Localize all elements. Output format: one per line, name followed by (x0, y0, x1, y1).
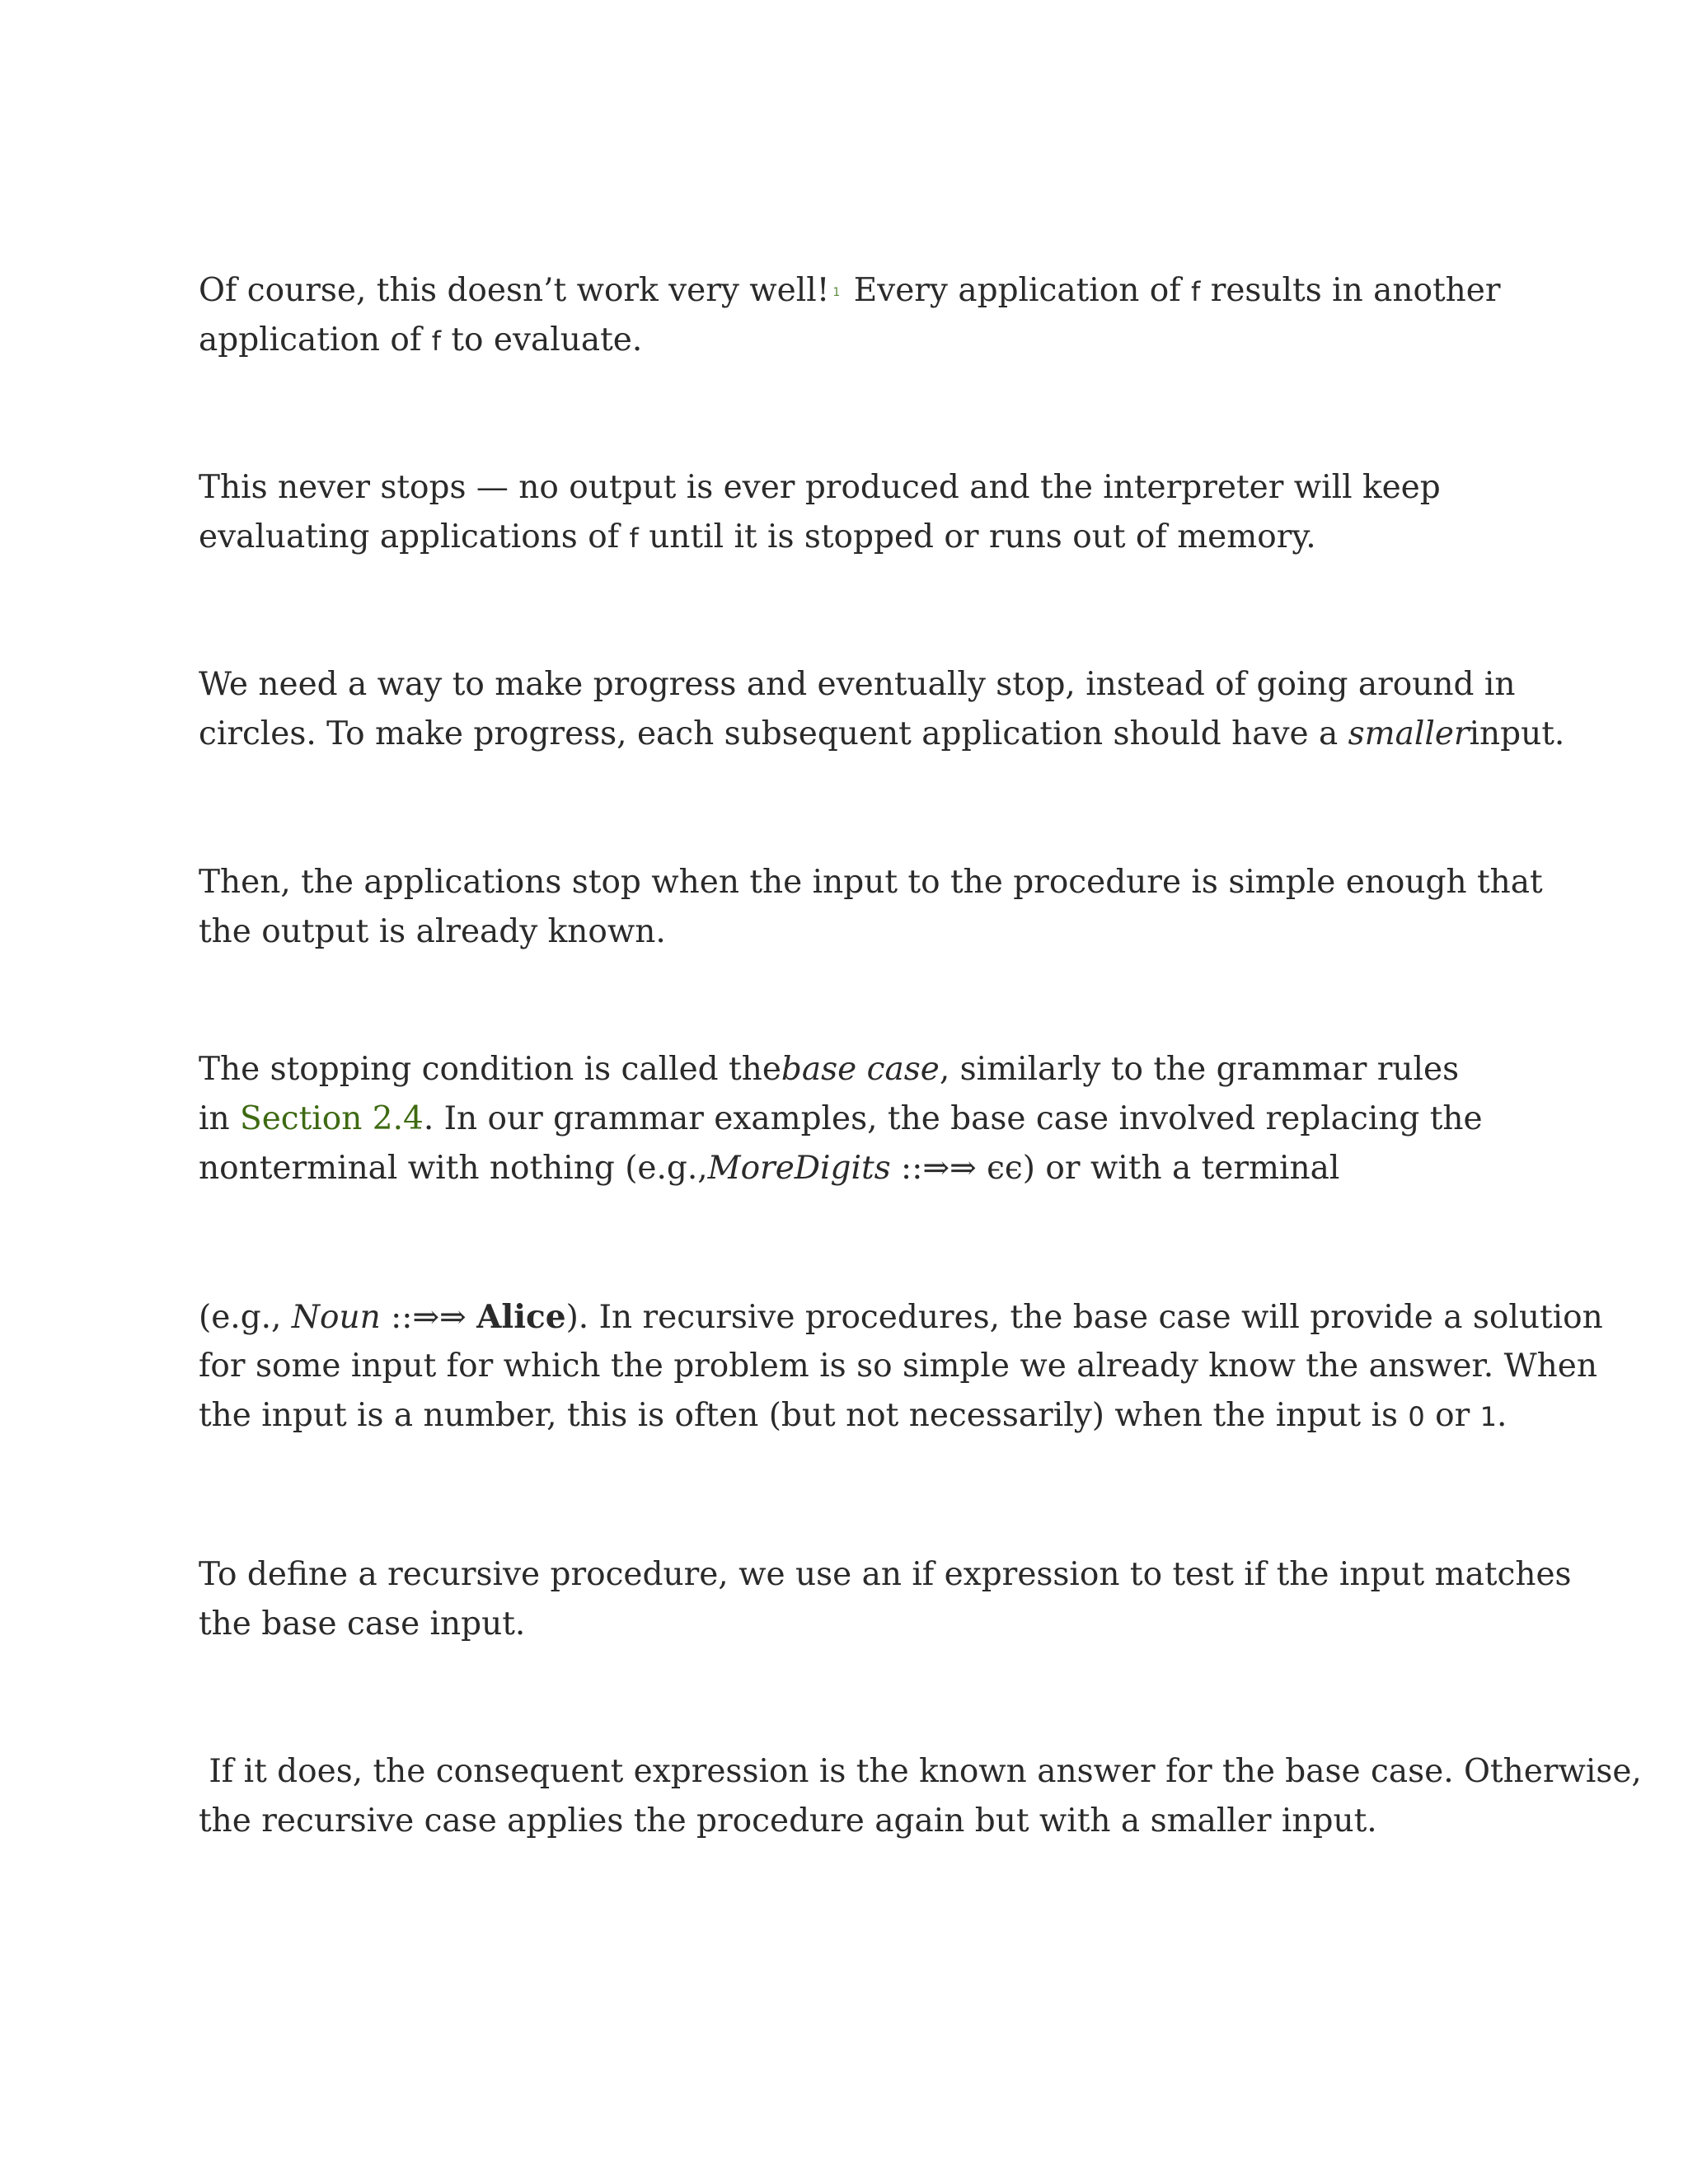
inline-code: 1 (1479, 1401, 1497, 1432)
paragraph-line (199, 1045, 1484, 1094)
inline-code: 0 (1408, 1401, 1425, 1432)
text: Every application of (843, 272, 1192, 309)
inline-code: f (1191, 276, 1201, 307)
paragraph-7 (199, 1550, 1572, 1649)
math-expression: ::⇒⇒ (380, 1299, 477, 1336)
text: application of (199, 321, 432, 359)
text: . (1497, 1397, 1507, 1434)
inline-code: f (629, 523, 639, 554)
paragraph-line: the output is already known. (199, 913, 666, 950)
text: input. (1469, 715, 1565, 752)
paragraph-line (199, 710, 1565, 759)
math-expression: ::⇒⇒ ϵϵ (890, 1150, 1023, 1187)
paragraph-line: If it does, the consequent expression is the known answer for the base case. Otherwise, (199, 1753, 1642, 1790)
text: nonterminal with nothing (e.g., (199, 1150, 708, 1187)
text: to evaluate. (440, 321, 643, 359)
text: the input is a number, this is often (but not necessarily) when the input is (199, 1397, 1409, 1434)
paragraph-line: To define a recursive procedure, we use an if expression to test if the input matches (199, 1556, 1572, 1593)
text: The stopping condition is called the (199, 1051, 781, 1088)
strong-text: Alice (476, 1298, 566, 1336)
text: circles. To make progress, each subsequent application should have a (199, 715, 1348, 752)
paragraph-6 (199, 1292, 1603, 1441)
paragraph-line (199, 316, 1484, 365)
paragraph-1 (199, 266, 1501, 365)
paragraph-line: for some input for which the problem is so simple we already know the answer. When (199, 1347, 1597, 1385)
paragraph-line (199, 1144, 1484, 1193)
emphasis: MoreDigits (707, 1150, 891, 1187)
paragraph-line: the base case input. (199, 1605, 526, 1643)
footnote-marker[interactable]: 1 (832, 286, 841, 299)
paragraph-5 (199, 1045, 1484, 1193)
text: , similarly to the grammar rules (939, 1051, 1460, 1088)
paragraph-8 (199, 1747, 1642, 1846)
text: . In our grammar examples, the base case involved replacing the (423, 1100, 1483, 1137)
paragraph-line: This never stops — no output is ever produced and the interpreter will keep (199, 469, 1441, 506)
text: in (199, 1100, 240, 1137)
paragraph-2 (199, 463, 1484, 562)
section-link[interactable]: Section 2.4 (240, 1100, 424, 1137)
text: or (1424, 1397, 1480, 1434)
emphasis: smaller (1348, 715, 1470, 752)
text: (e.g., (199, 1299, 292, 1336)
emphasis: Noun (291, 1299, 381, 1336)
paragraph-line (199, 1391, 1507, 1441)
text: ). In recursive procedures, the base case will provide a solution (565, 1299, 1603, 1336)
paragraph-line (199, 513, 1484, 562)
text: evaluating applications of (199, 518, 630, 555)
inline-code: f (431, 326, 441, 357)
paragraph-line: Then, the applications stop when the input to the procedure is simple enough that (199, 864, 1543, 901)
text: Of course, this doesn’t work very well! (199, 272, 830, 309)
paragraph-3 (199, 660, 1565, 759)
paragraph-line: the recursive case applies the procedure again but with a smaller input. (199, 1802, 1377, 1840)
emphasis: base case (781, 1051, 940, 1088)
paragraph-4 (199, 858, 1543, 957)
text: until it is stopped or runs out of memory. (638, 518, 1316, 555)
paragraph-line (199, 1094, 1484, 1144)
text: ) or with a terminal (1022, 1150, 1340, 1187)
text: results in another (1200, 272, 1501, 309)
paragraph-line (199, 266, 1501, 316)
paragraph-line: We need a way to make progress and eventually stop, instead of going around in (199, 666, 1516, 703)
paragraph-line (199, 1292, 1603, 1342)
